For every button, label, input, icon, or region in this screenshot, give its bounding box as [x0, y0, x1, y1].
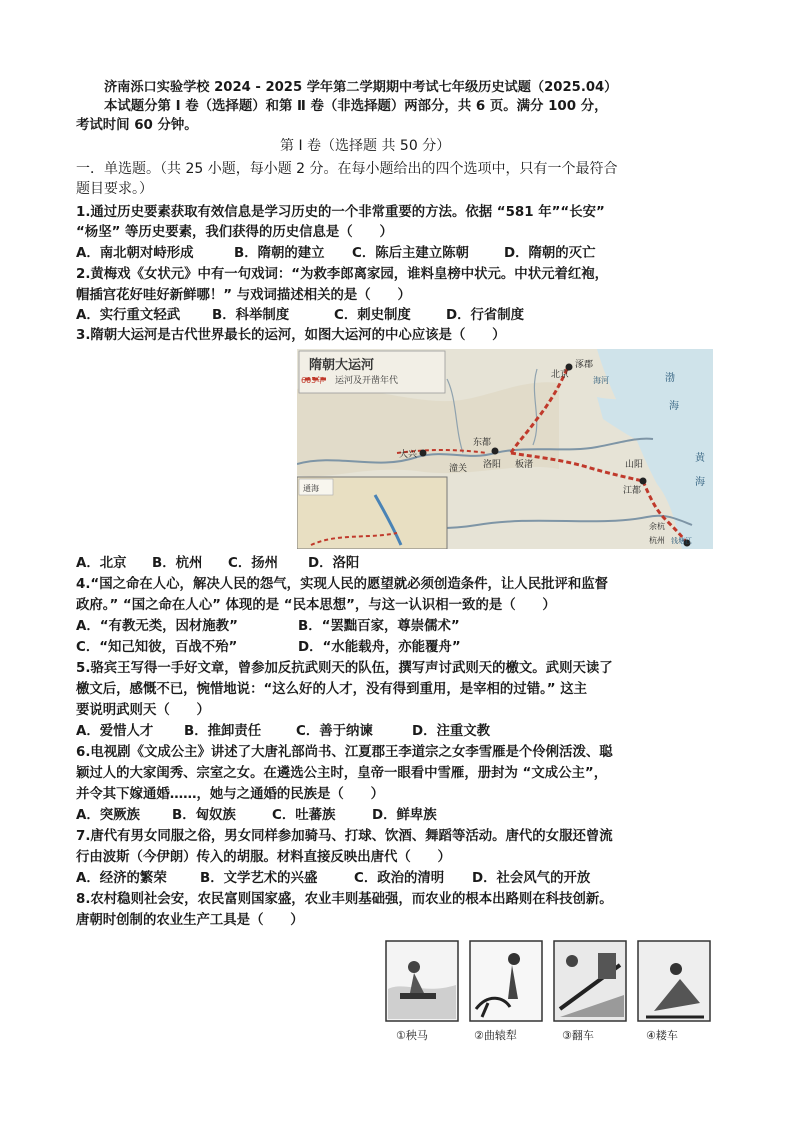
option-d: D．注重文教 — [412, 724, 491, 739]
question-7-stem-1: 7.唐代有男女同服之俗，男女同样参加骑马、打球、饮酒、舞蹈等活动。唐代的女服还曾流 — [76, 829, 613, 844]
label-shanyang: 山阳 — [625, 460, 644, 470]
map-title: 隋朝大运河 — [309, 358, 375, 373]
option-c: C．政治的清明 — [354, 871, 445, 886]
question-1-stem-2: “杨坚” 等历史要素，我们获得的历史信息是（ ） — [76, 225, 393, 240]
question-6-options — [76, 806, 726, 825]
option-a: A．爱惜人才 — [76, 724, 154, 739]
question-1-stem-1: 1.通过历史要素获取有效信息是学习历史的一个非常重要的方法。依据 “581 年”“长安” — [76, 205, 605, 220]
option-b: B．文学艺术的兴盛 — [200, 871, 318, 886]
question-4-options-row-1 — [76, 617, 726, 636]
question-2-stem-1: 2.黄梅戏《女状元》中有一句戏词：“为救李郎离家园，谁料皇榜中状元。中状元着红袍， — [76, 267, 609, 282]
option-c: C．“知己知彼，百战不殆” — [76, 640, 238, 655]
label-bohai-1: 渤 — [665, 373, 675, 384]
question-3-stem: 3.隋朝大运河是古代世界最长的运河，如图大运河的中心应该是（ ） — [76, 328, 506, 343]
label-haihe: 海河 — [593, 376, 609, 385]
option-b: B．“罢黜百家，尊崇儒术” — [298, 619, 460, 634]
question-1-options — [76, 244, 726, 263]
option-a: A．突厥族 — [76, 808, 140, 823]
city-daxing-marker — [420, 450, 427, 457]
option-b: B．隋朝的建立 — [234, 246, 325, 261]
label-jiangdu: 江都 — [623, 486, 642, 496]
tool-caption-3: ③翻车 — [562, 1029, 594, 1042]
map-graphic — [297, 349, 713, 549]
label-luoyang: 洛阳 — [483, 460, 502, 470]
option-b: B．科举制度 — [212, 308, 290, 323]
label-daxing: 大兴 — [399, 450, 418, 460]
question-7-stem-2: 行由波斯（今伊朗）传入的胡服。材料直接反映出唐代（ ） — [76, 850, 451, 865]
question-8-stem-2: 唐朝时创制的农业生产工具是（ ） — [76, 913, 304, 928]
option-b: B．杭州 — [152, 556, 203, 571]
label-hangzhou: 杭州 — [649, 536, 665, 545]
question-4-stem-2: 政府。” “国之命在人心” 体现的是 “民本思想”，与这一认识相一致的是（ ） — [76, 598, 556, 613]
exam-intro-line-2: 考试时间 60 分钟。 — [76, 118, 198, 133]
label-huanghai-2: 海 — [695, 477, 705, 488]
sui-grand-canal-map — [297, 349, 713, 549]
question-5-stem-1: 5.骆宾王写得一手好文章，曾参加反抗武则天的队伍，撰写声讨武则天的檄文。武则天读了 — [76, 661, 613, 676]
option-d: D．隋朝的灭亡 — [504, 246, 596, 261]
label-banzhu: 板渚 — [515, 460, 534, 470]
option-d: D．洛阳 — [308, 556, 360, 571]
tool-caption-4: ④耧车 — [646, 1029, 678, 1042]
option-d: D．“水能载舟，亦能覆舟” — [298, 640, 461, 655]
option-c: C．吐蕃族 — [272, 808, 336, 823]
question-8-stem-1: 8.农村稳则社会安，农民富则国家盛，农业丰则基础强，而农业的根本出路则在科技创新。 — [76, 892, 613, 907]
tool-4-panel — [638, 941, 710, 1021]
instructions-line-2: 题目要求。） — [76, 181, 153, 197]
question-4-options-row-2 — [76, 638, 726, 657]
option-a: A．经济的繁荣 — [76, 871, 167, 886]
option-b: B．推卸责任 — [184, 724, 262, 739]
question-5-options — [76, 722, 726, 741]
question-6-stem-2: 颖过人的大家闺秀、宗室之女。在遴选公主时，皇帝一眼看中雪雁，册封为 “文成公主”， — [76, 766, 608, 781]
label-tongguan: 潼关 — [449, 464, 468, 474]
question-7-options — [76, 869, 726, 888]
label-qiantangjiang: 钱塘江 — [671, 537, 692, 545]
label-huanghai-1: 黄 — [695, 453, 705, 464]
question-4-stem-1: 4.“国之命在人心，解决人民的怨气，实现人民的愿望就必须创造条件，让人民批评和监督 — [76, 577, 609, 592]
question-5-stem-2: 檄文后，感慨不已，惋惜地说：“这么好的人才，没有得到重用，是宰相的过错。” 这主 — [76, 682, 588, 697]
tool-caption-2: ②曲辕犁 — [474, 1029, 517, 1042]
question-6-stem-3: 并令其下嫁通婚……，她与之通婚的民族是（ ） — [76, 787, 384, 802]
option-c: C．刺史制度 — [334, 308, 411, 323]
option-d: D．鲜卑族 — [372, 808, 437, 823]
label-beijing: 北京 — [551, 370, 570, 380]
label-dongdu: 东都 — [473, 438, 492, 448]
question-2-stem-2: 帽插宫花好哇好新鲜哪！” 与戏词描述相关的是（ ） — [76, 288, 411, 303]
legend-year: 605年 — [301, 376, 325, 385]
question-3-options — [76, 554, 726, 573]
exam-title: 济南泺口实验学校 2024 - 2025 学年第二学期期中考试七年级历史试题（2025.04） — [104, 80, 618, 95]
tool-2-panel — [470, 941, 542, 1021]
label-bohai-2: 海 — [669, 401, 679, 412]
section-heading: 第 Ⅰ 卷（选择题 共 50 分） — [280, 138, 451, 154]
question-2-options — [76, 306, 726, 325]
option-a: A．实行重文轻武 — [76, 308, 181, 323]
option-d: D．行省制度 — [446, 308, 525, 323]
inset-legend: 通海 — [303, 484, 319, 493]
option-a: A．“有教无类，因材施教” — [76, 619, 238, 634]
option-d: D．社会风气的开放 — [472, 871, 591, 886]
exam-intro-line-1: 本试题分第 Ⅰ 卷（选择题）和第 Ⅱ 卷（非选择题）两部分，共 6 页。满分 100 分， — [104, 99, 608, 114]
option-c: C．扬州 — [228, 556, 278, 571]
city-jiangdu-marker — [640, 478, 647, 485]
label-zhuojun: 涿郡 — [575, 360, 594, 370]
question-6-stem-1: 6.电视剧《文成公主》讲述了大唐礼部尚书、江夏郡王李道宗之女李雪雁是个伶俐活泼、聪 — [76, 745, 613, 760]
instructions-line-1: 一．单选题。（共 25 小题，每小题 2 分。在每小题给出的四个选项中，只有一个最符合 — [76, 161, 618, 177]
city-luoyang-marker — [492, 448, 499, 455]
farming-tools-graphic — [384, 939, 714, 1047]
option-a: A．南北朝对峙形成 — [76, 246, 194, 261]
option-c: C．陈后主建立陈朝 — [352, 246, 469, 261]
farming-tools-figure — [384, 939, 714, 1047]
legend-canal-label: 运河及开凿年代 — [335, 376, 399, 386]
tool-caption-1: ①秧马 — [396, 1029, 428, 1042]
label-yuhang: 余杭 — [649, 522, 665, 531]
option-c: C．善于纳谏 — [296, 724, 373, 739]
question-5-stem-3: 要说明武则天（ ） — [76, 703, 210, 718]
option-a: A．北京 — [76, 556, 127, 571]
option-b: B．匈奴族 — [172, 808, 236, 823]
